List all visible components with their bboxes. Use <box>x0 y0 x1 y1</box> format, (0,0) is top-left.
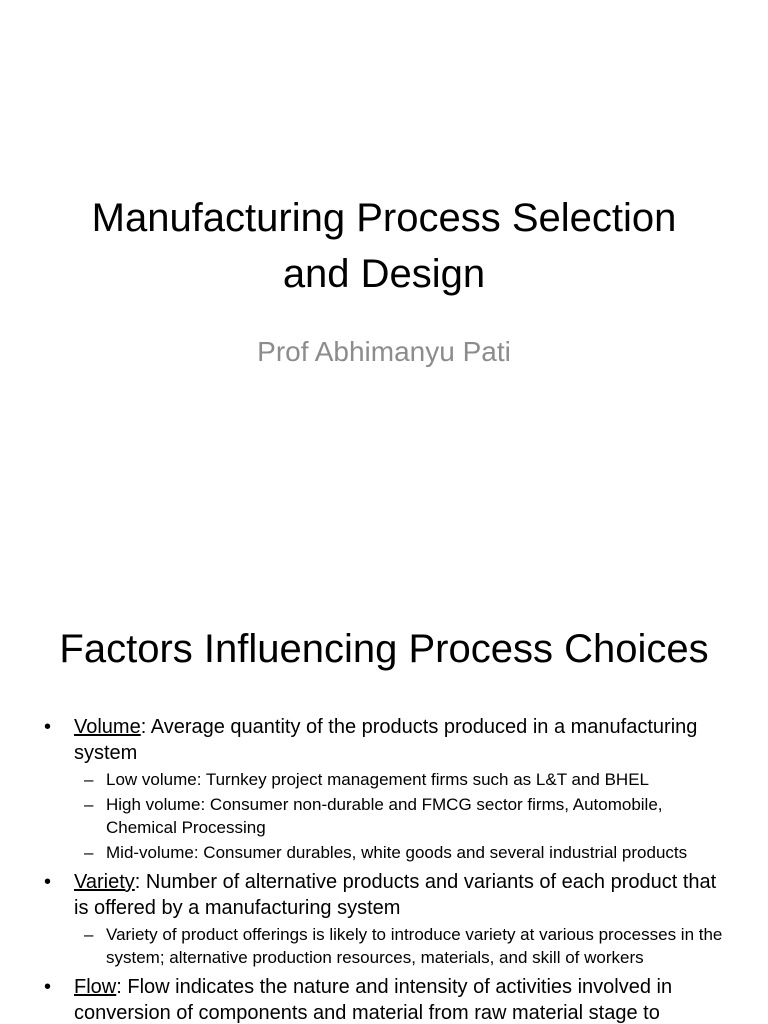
dash-icon: – <box>84 925 94 944</box>
content-slide <box>0 576 768 1024</box>
subitem-text: High volume: Consumer non-durable and FMCG sector firms, Automobile, Chemical Processing <box>106 795 663 837</box>
dash-icon: – <box>84 770 94 789</box>
bullet-volume <box>44 714 728 766</box>
dash-icon: – <box>84 795 94 814</box>
subitem <box>84 768 724 791</box>
subitem <box>84 841 724 864</box>
bullet-icon: • <box>44 871 52 893</box>
bullet-text: : Flow indicates the nature and intensity of activities involved in conversion of components and material from raw material stage to <box>74 976 673 1024</box>
presenter-name: Prof Abhimanyu Pati <box>257 336 511 367</box>
bullet-term: Flow <box>74 976 117 998</box>
dash-icon: – <box>84 843 94 862</box>
bullet-text: : Number of alternative products and variants of each product that is offered by a manufacturing system <box>74 871 717 919</box>
bullet-icon: • <box>44 716 52 738</box>
bullet-icon: • <box>44 976 52 998</box>
subitem-text: Mid-volume: Consumer durables, white goods and several industrial products <box>106 843 688 862</box>
subitem <box>84 793 724 839</box>
presentation-title <box>0 190 768 302</box>
bullet-list <box>0 714 768 1024</box>
subitem-text: Variety of product offerings is likely to introduce variety at various processes in the system; alternative production resources, materials, and skill of workers <box>106 925 723 967</box>
bullet-text: : Average quantity of the products produced in a manufacturing system <box>74 716 698 764</box>
title-line-2: and Design <box>282 252 486 296</box>
bullet-term: Variety <box>74 871 135 893</box>
slide-title: Factors Influencing Process Choices <box>59 627 709 671</box>
bullet-variety <box>44 869 728 921</box>
subitem-text: Low volume: Turnkey project management firms such as L&T and BHEL <box>106 770 649 789</box>
bullet-term: Volume <box>74 716 141 738</box>
subitem <box>84 923 724 969</box>
bullet-flow <box>44 974 728 1024</box>
title-line-1: Manufacturing Process Selection <box>91 196 677 240</box>
